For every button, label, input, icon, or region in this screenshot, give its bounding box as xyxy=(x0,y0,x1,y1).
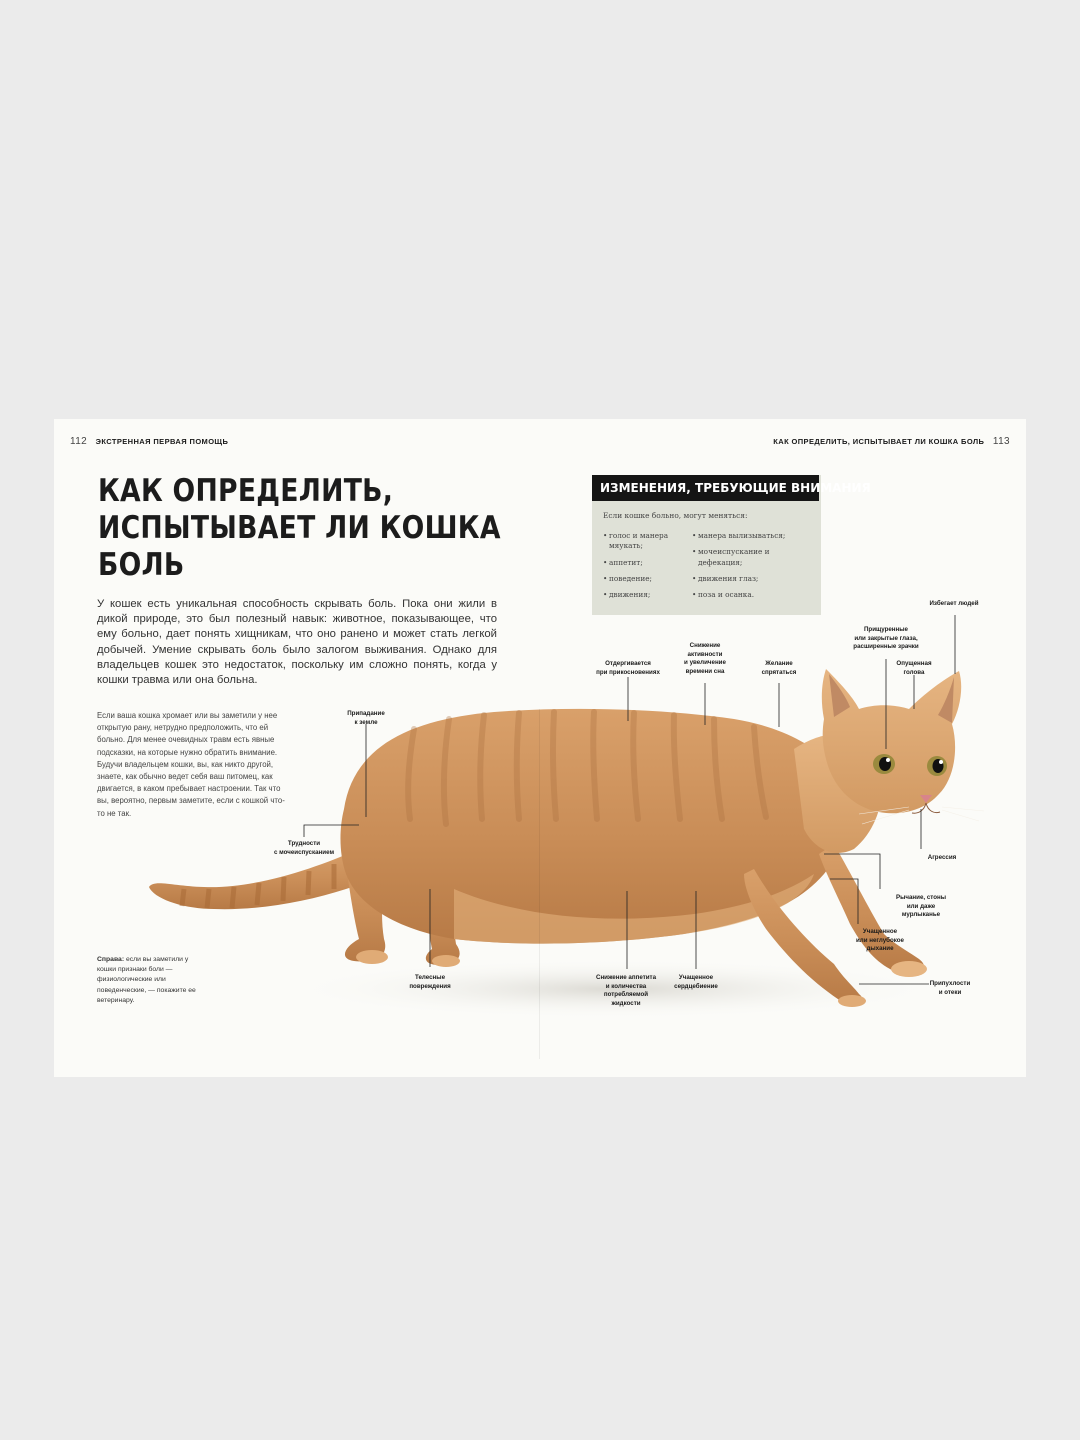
page-title: КАК ОПРЕДЕЛИТЬ, ИСПЫТЫВАЕТ ЛИ КОШКА БОЛЬ xyxy=(98,473,501,583)
right-page-number: 113 xyxy=(992,436,1010,447)
label-lowered-head: Опущенная голова xyxy=(896,660,932,676)
list-item: • поза и осанка. xyxy=(692,590,802,600)
label-aggression: Агрессия xyxy=(927,854,957,861)
label-reduced-activity: Снижение активности и увеличение времени сна xyxy=(684,642,726,675)
label-wants-hide: Желание спрятаться xyxy=(761,660,797,676)
caption-text: если вы заметили у кошки признаки боли — физиологические или поведенческие, — покажите ее ветеринару. xyxy=(97,956,196,1004)
label-pulls-away: Отдергивается при прикосновениях xyxy=(596,660,660,676)
label-urination-difficulty: Трудности с мочеиспусканием xyxy=(273,840,335,856)
label-body-injuries: Телесные повреждения xyxy=(409,974,451,990)
label-avoids-people: Избегает людей xyxy=(929,600,979,607)
label-rapid-heartbeat: Учащенное сердцебиение xyxy=(674,974,718,990)
label-crouching: Припадание к земле xyxy=(347,710,385,726)
label-reduced-appetite: Снижение аппетита и количества потребляемой жидкости xyxy=(595,974,657,1007)
right-running-title: КАК ОПРЕДЕЛИТЬ, ИСПЫТЫВАЕТ ЛИ КОШКА БОЛЬ xyxy=(773,437,985,446)
sidebar-paragraph: Если ваша кошка хромает или вы заметили у нее открытую рану, нетрудно предположить, что ей больно. Для менее очевидных травм есть явные подсказки, на которые нужно обратить внимание. Будучи владельцем кошки, вы, как никто другой, знаете, как обычно ведет себя ваш питомец, как двигается, в каком пребывает настроении. Так что вы, вероятно, первым заметите, если с кошкой что-то не так. xyxy=(97,711,285,818)
changes-box-heading: ИЗМЕНЕНИЯ, ТРЕБУЮЩИЕ ВНИМАНИЯ xyxy=(592,475,819,501)
label-swelling: Припухлости и отеки xyxy=(929,980,971,996)
list-item: • мочеиспускание и дефекация; xyxy=(692,547,802,567)
list-item: • поведение; xyxy=(603,574,683,584)
changes-box-lead: Если кошке больно, могут меняться: xyxy=(603,511,748,520)
list-item: • голос и манера мяукать; xyxy=(603,531,683,551)
list-item: • движения глаз; xyxy=(692,574,802,584)
left-page-number: 112 xyxy=(70,436,88,447)
label-growling: Рычание, стоны или даже мурлыканье xyxy=(895,894,947,919)
left-running-title: ЭКСТРЕННАЯ ПЕРВАЯ ПОМОЩЬ xyxy=(95,437,229,446)
list-item: • движения; xyxy=(603,590,683,600)
list-item: • аппетит; xyxy=(603,558,683,568)
cat-photo xyxy=(54,419,1026,1077)
label-rapid-breathing: Учащенное или неглубокое дыхание xyxy=(856,928,904,953)
caption-label: Справа: xyxy=(97,956,125,963)
list-item: • манера вылизываться; xyxy=(692,531,802,541)
label-squinted-eyes: Прищуренные или закрытые глаза, расширенные зрачки xyxy=(853,626,919,651)
intro-paragraph: У кошек есть уникальная способность скрывать боль. Пока они жили в дикой природе, это был полезный навык: животное, показывающее, что ему больно, дает понять хищникам, что оно ранено и может стать легкой добычей. Умение скрывать боль было залогом выживания. Однако для владельцев кошек это недостаток, поскольку им сложно понять, когда у кошки травма или она больна. xyxy=(97,598,497,687)
page-gutter xyxy=(539,709,540,1059)
book-spread xyxy=(54,419,1026,1077)
